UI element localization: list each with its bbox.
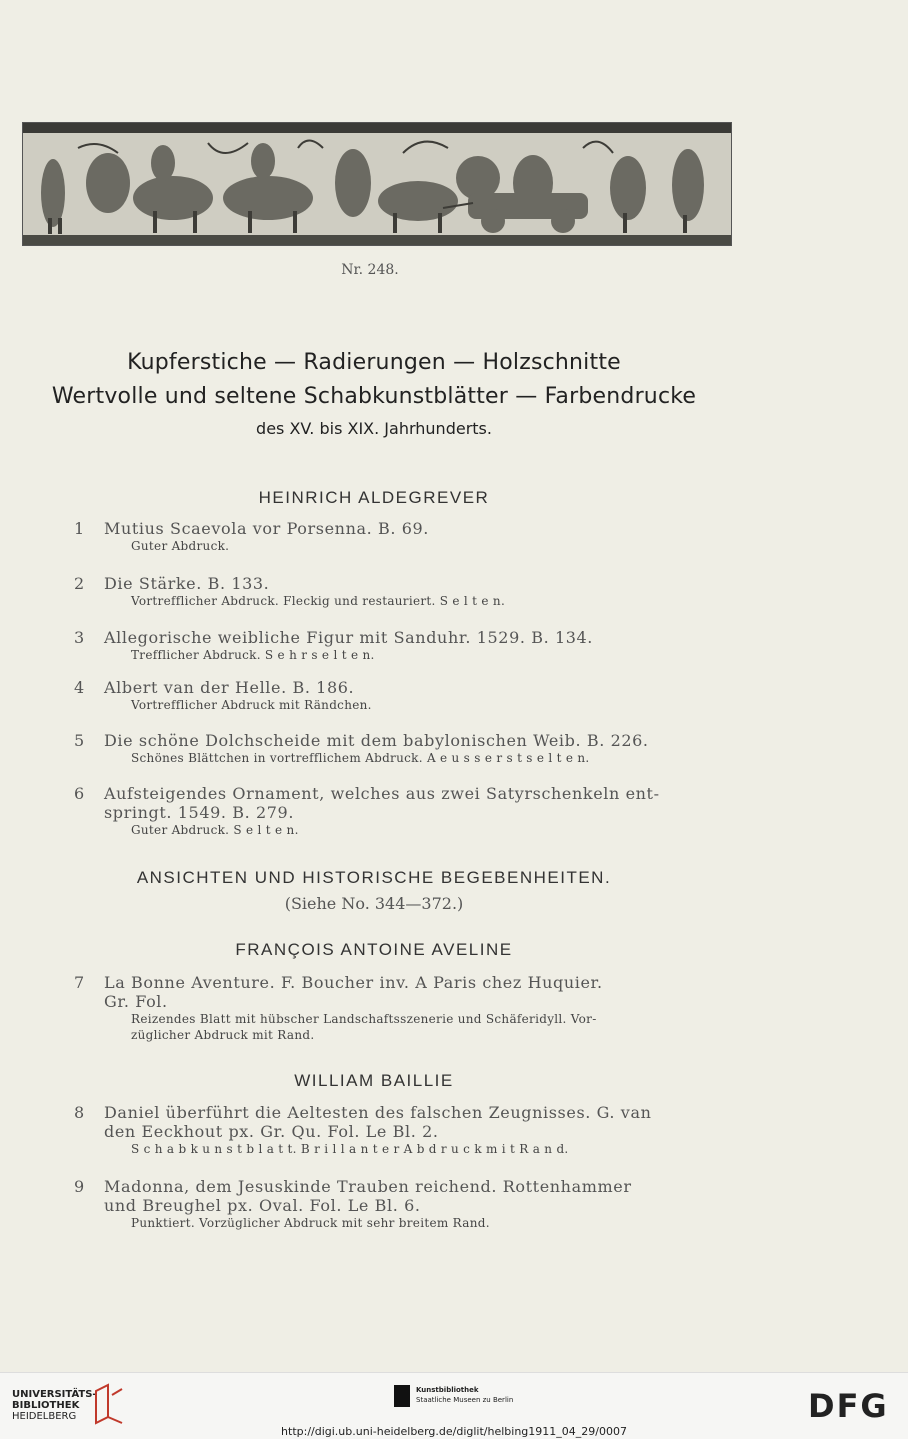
digitization-footer [0, 1372, 908, 1439]
catalog-entry [76, 574, 706, 609]
entry-number: 3 [74, 628, 85, 647]
headline-line-3: des XV. bis XIX. Jahrhunderts. [256, 419, 492, 438]
entry-note: Reizendes Blatt mit hübscher Landschaftsszenerie und Schäferidyll. Vor- [131, 1012, 597, 1026]
frieze-illustration [23, 123, 731, 245]
entry-note: Vortrefflicher Abdruck mit Rändchen. [131, 698, 372, 712]
kb-line-2: Staatliche Museen zu Berlin [416, 1396, 514, 1404]
entry-number: 8 [74, 1103, 85, 1122]
entry-note-continued: züglicher Abdruck mit Rand. [131, 1028, 315, 1042]
permalink-url[interactable]: http://digi.ub.uni-heidelberg.de/diglit/helbing1911_04_29/0007 [281, 1425, 627, 1438]
entry-number: 4 [74, 678, 85, 697]
entry-title: Die Stärke. B. 133. [104, 574, 270, 593]
entry-title: Daniel überführt die Aeltesten des falschen Zeugnisses. G. van [104, 1103, 652, 1122]
entry-number: 6 [74, 784, 85, 803]
entry-title: Aufsteigendes Ornament, welches aus zwei Satyrschenkeln ent- [104, 784, 660, 803]
kunstbibliothek-logo[interactable] [396, 1385, 513, 1405]
catalog-headline [0, 346, 748, 444]
catalog-entry [76, 1177, 706, 1231]
entry-title-continued: und Breughel px. Oval. Fol. Le Bl. 6. [104, 1196, 421, 1215]
catalog-entry [76, 731, 706, 766]
entry-title-continued: Gr. Fol. [104, 992, 168, 1011]
entry-note: Vortrefflicher Abdruck. Fleckig und restauriert. S e l t e n. [131, 594, 506, 608]
section-heading: ANSICHTEN UND HISTORISCHE BEGEBENHEITEN. [136, 868, 612, 887]
ub-emblem-icon [92, 1383, 126, 1427]
entry-note: Schönes Blättchen in vortrefflichem Abdruck. A e u s s e r s t s e l t e n. [131, 751, 590, 765]
dfg-logo[interactable]: DFG [808, 1387, 889, 1425]
kb-line-1: Kunstbibliothek [416, 1386, 479, 1394]
entry-note: Trefflicher Abdruck. S e h r s e l t e n. [131, 648, 375, 662]
ub-line-1: UNIVERSITÄTS- [12, 1389, 97, 1400]
entry-note: S c h a b k u n s t b l a t t. B r i l l a n t e r A b d r u c k m i t R a n d. [131, 1142, 569, 1156]
catalog-entry [76, 784, 706, 838]
entry-number: 7 [74, 973, 85, 992]
kunstbibliothek-emblem-icon [394, 1385, 410, 1407]
figure-caption: Nr. 248. [341, 262, 399, 278]
catalog-entry [76, 1103, 706, 1157]
ub-line-3: HEIDELBERG [12, 1411, 77, 1422]
catalog-entry [76, 628, 706, 663]
entry-title: La Bonne Aventure. F. Boucher inv. A Paris chez Huquier. [104, 973, 603, 992]
entry-title: Mutius Scaevola vor Porsenna. B. 69. [104, 519, 429, 538]
entry-number: 5 [74, 731, 85, 750]
entry-title: Madonna, dem Jesuskinde Trauben reichend. Rottenhammer [104, 1177, 632, 1196]
engraved-frieze-image [22, 122, 732, 246]
entry-title-continued: den Eeckhout px. Gr. Qu. Fol. Le Bl. 2. [104, 1122, 439, 1141]
entry-title: Albert van der Helle. B. 186. [104, 678, 355, 697]
cross-reference: (Siehe No. 344—372.) [284, 894, 464, 913]
entry-number: 2 [74, 574, 85, 593]
ub-heidelberg-logo[interactable] [12, 1389, 97, 1422]
entry-note: Guter Abdruck. S e l t e n. [131, 823, 299, 837]
artist-heading: HEINRICH ALDEGREVER [258, 488, 490, 507]
artist-heading: WILLIAM BAILLIE [294, 1071, 454, 1090]
catalog-entry [76, 973, 706, 1043]
headline-line-2: Wertvolle und seltene Schabkunstblätter — Farbendrucke [51, 384, 697, 409]
entry-title: Allegorische weibliche Figur mit Sanduhr. 1529. B. 134. [104, 628, 593, 647]
catalog-entry [76, 678, 706, 713]
entry-title: Die schöne Dolchscheide mit dem babylonischen Weib. B. 226. [104, 731, 649, 750]
headline-line-1: Kupferstiche — Radierungen — Holzschnitte [127, 350, 621, 375]
entry-title-continued: springt. 1549. B. 279. [104, 803, 295, 822]
entry-number: 9 [74, 1177, 85, 1196]
entry-number: 1 [74, 519, 85, 538]
catalog-entry [76, 519, 706, 554]
entry-note: Guter Abdruck. [131, 539, 230, 553]
artist-heading: FRANÇOIS ANTOINE AVELINE [235, 940, 513, 959]
ub-line-2: BIBLIOTHEK [12, 1400, 80, 1411]
entry-note: Punktiert. Vorzüglicher Abdruck mit sehr breitem Rand. [131, 1216, 490, 1230]
